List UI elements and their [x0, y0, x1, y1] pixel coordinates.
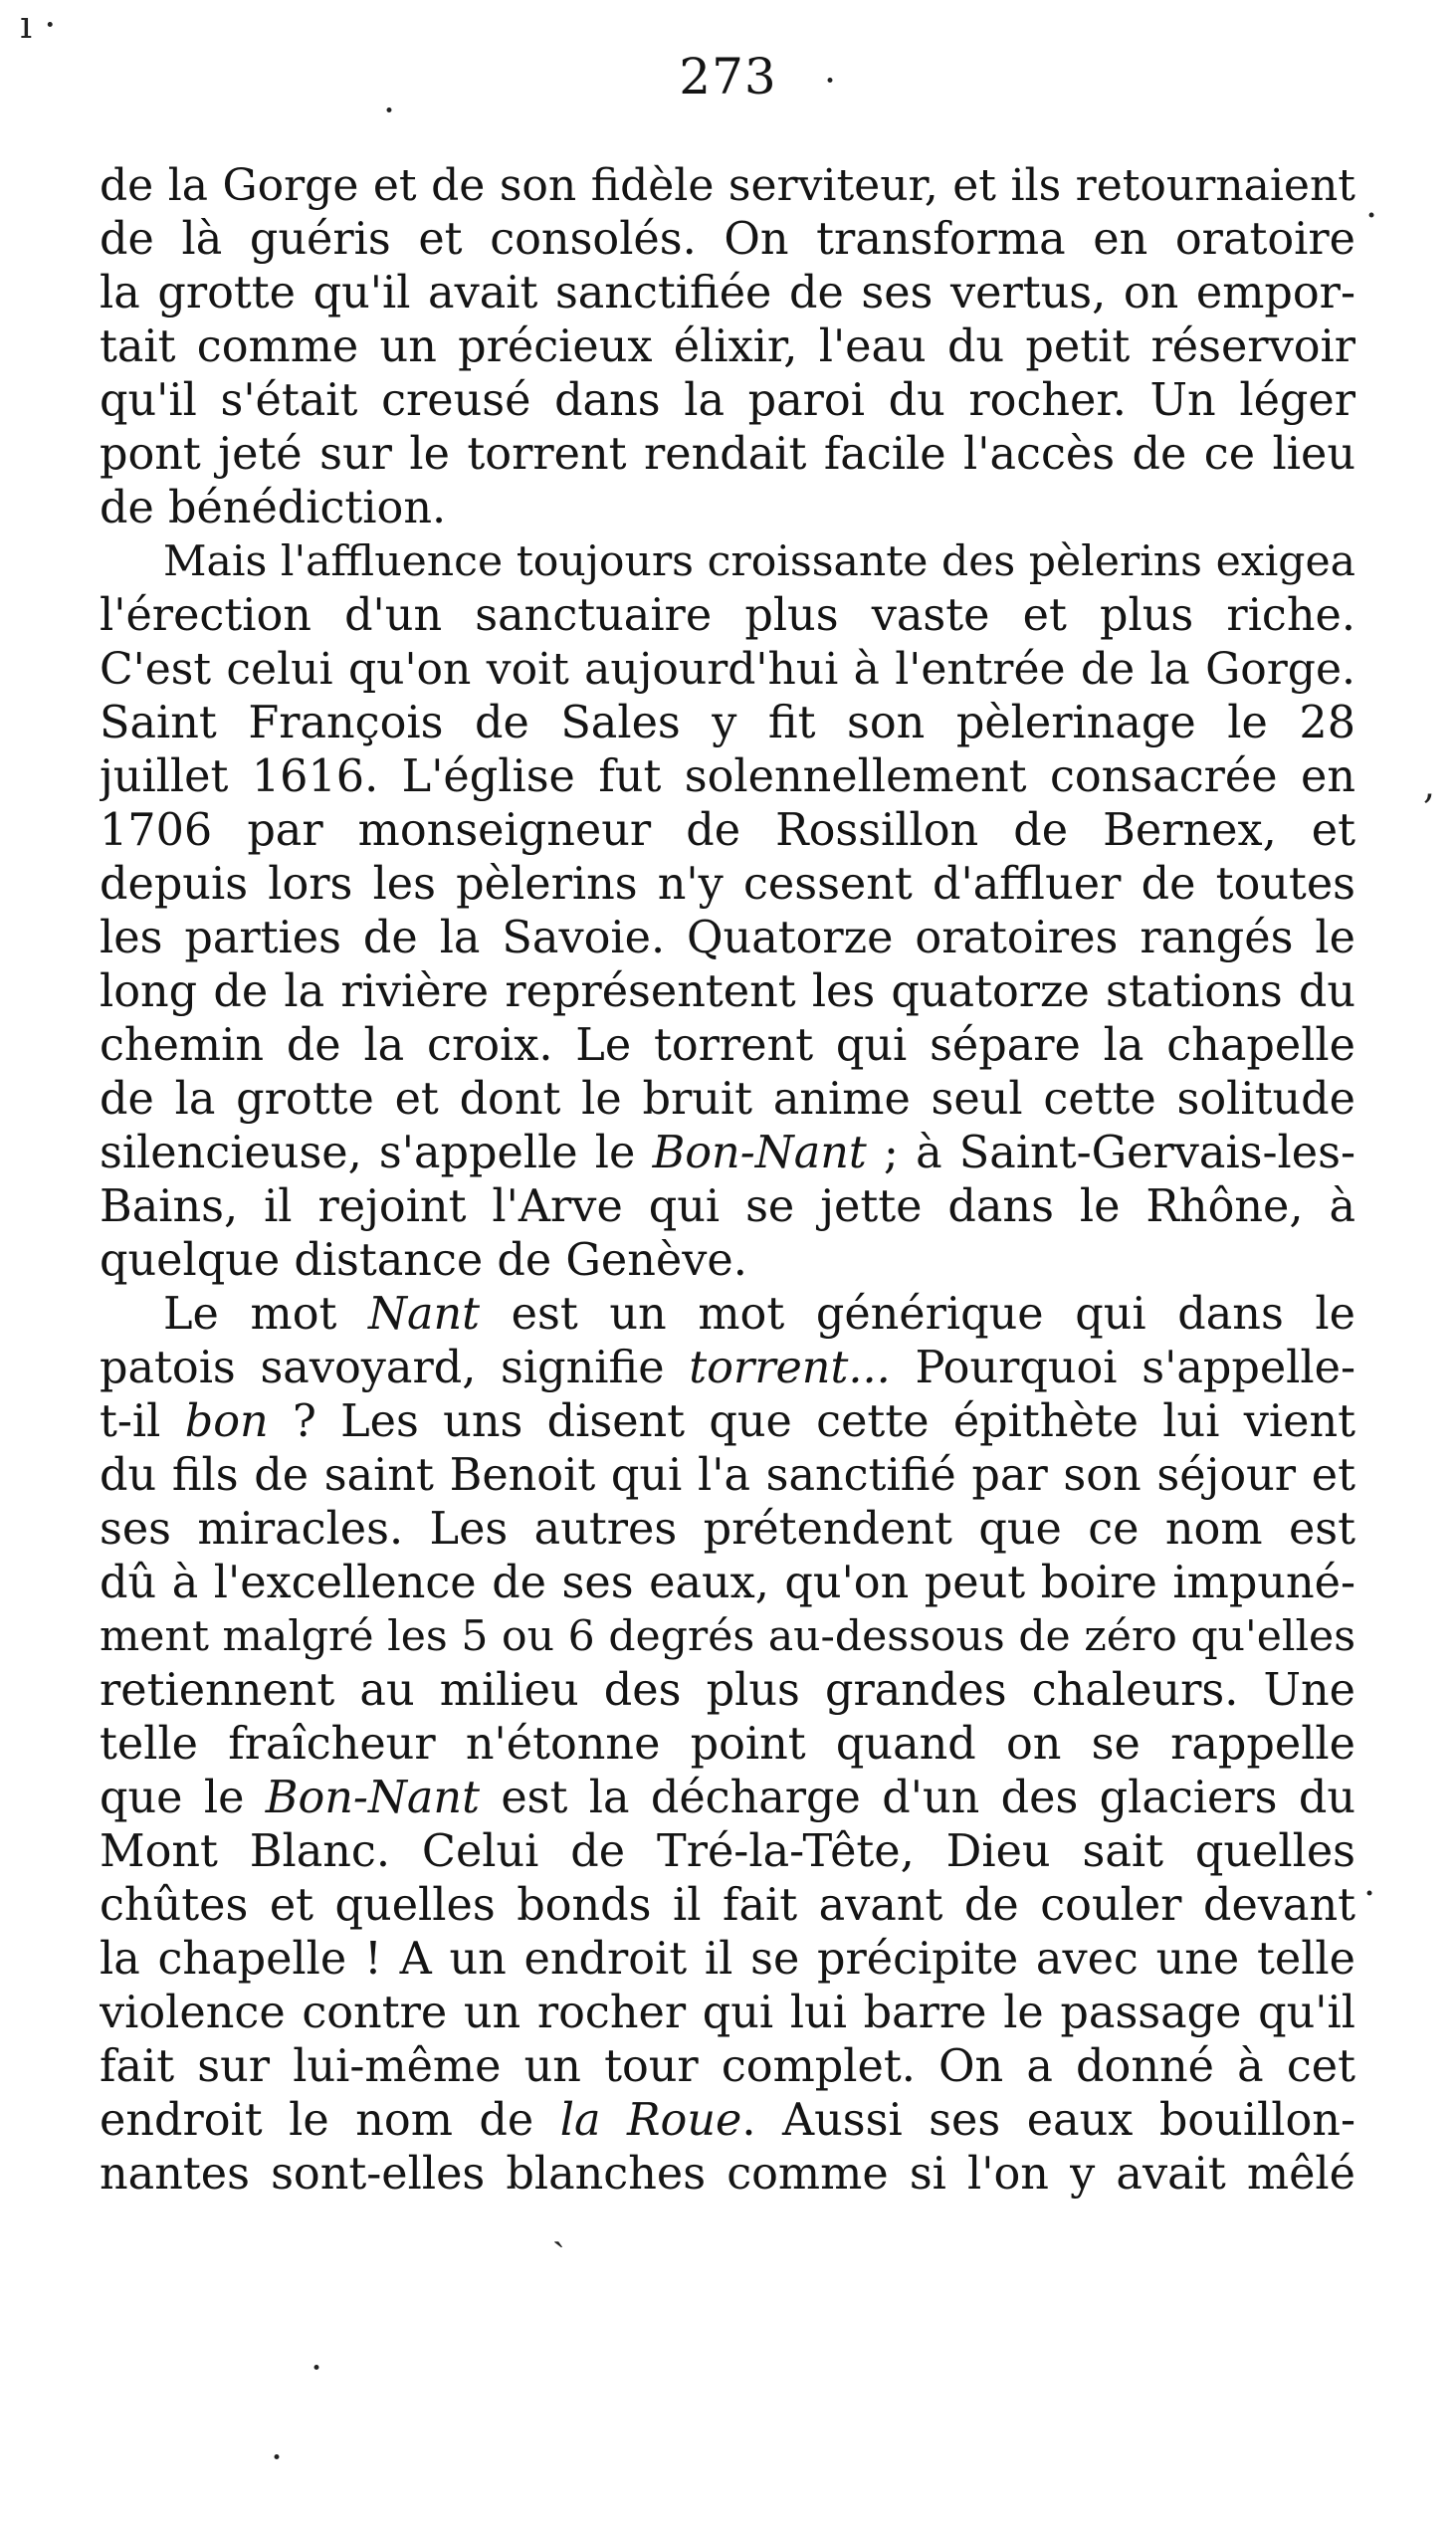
text-line: les parties de la Savoie. Quatorze oratoires rangés le — [100, 913, 1355, 963]
text-line: 1706 par monseigneur de Rossillon de Bernex, et — [100, 805, 1355, 856]
text-line: t-il bon ? Les uns disent que cette épithète lui vient — [100, 1396, 1355, 1447]
text-line: de là guéris et consolés. On transforma en oratoire — [100, 214, 1355, 265]
scan-speck: ˎ — [552, 2205, 565, 2248]
scan-speck: ı · — [20, 3, 57, 47]
text-line: pont jeté sur le torrent rendait facile l'accès de ce lieu — [100, 429, 1355, 480]
text-line: Le mot Nant est un mot générique qui dans le — [163, 1289, 1355, 1340]
text-line: l'érection d'un sanctuaire plus vaste et plus riche. — [100, 590, 1355, 641]
text-line: silencieuse, s'appelle le Bon-Nant ; à Saint-Gervais-les- — [100, 1128, 1355, 1178]
text-line: de la Gorge et de son fidèle serviteur, et ils retournaient — [100, 160, 1355, 211]
text-line: patois savoyard, signifie torrent... Pourquoi s'appelle- — [100, 1343, 1355, 1393]
scan-speck: , — [1423, 763, 1436, 807]
text-line: juillet 1616. L'église fut solennellement consacrée en — [100, 751, 1355, 802]
text-line: quelque distance de Genève. — [100, 1235, 747, 1286]
text-line: depuis lors les pèlerins n'y cessent d'affluer de toutes — [100, 859, 1355, 910]
text-line: de la grotte et dont le bruit anime seul cette solitude — [100, 1074, 1355, 1125]
text-line: de bénédiction. — [100, 483, 447, 533]
text-line: C'est celui qu'on voit aujourd'hui à l'entrée de la Gorge. — [100, 644, 1355, 695]
page-number: 273 — [679, 48, 777, 105]
text-line: Mont Blanc. Celui de Tré-la-Tête, Dieu sait quelles — [100, 1826, 1355, 1877]
paragraph — [100, 535, 1355, 1288]
scan-speck: . — [1365, 182, 1378, 226]
scan-speck: . — [1363, 1860, 1376, 1904]
text-line: ment malgré les 5 ou 6 degrés au-dessous de zéro qu'elles — [100, 1612, 1355, 1661]
scan-speck: · — [271, 2435, 284, 2479]
text-line: chûtes et quelles bonds il fait avant de couler devant — [100, 1880, 1355, 1931]
text-line: qu'il s'était creusé dans la paroi du rocher. Un léger — [100, 375, 1355, 426]
text-line: nantes sont-elles blanches comme si l'on y avait mêlé — [100, 2149, 1355, 2200]
text-line: Bains, il rejoint l'Arve qui se jette dans le Rhône, à — [100, 1181, 1355, 1232]
text-line: long de la rivière représentent les quatorze stations du — [100, 966, 1355, 1017]
text-line: chemin de la croix. Le torrent qui sépare la chapelle — [100, 1020, 1355, 1071]
body-text — [100, 159, 1355, 2202]
text-line: telle fraîcheur n'étonne point quand on se rappelle — [100, 1719, 1355, 1770]
text-line: fait sur lui-même un tour complet. On a donné à cet — [100, 2041, 1355, 2092]
text-line: tait comme un précieux élixir, l'eau du petit réservoir — [100, 321, 1355, 372]
paragraph — [100, 159, 1355, 535]
text-line: ses miracles. Les autres prétendent que ce nom est — [100, 1504, 1355, 1555]
text-line: Mais l'affluence toujours croissante des pèlerins exigea — [163, 537, 1355, 586]
scan-speck: · — [383, 89, 396, 132]
text-line: retiennent au milieu des plus grandes chaleurs. Une — [100, 1665, 1355, 1716]
text-line: Saint François de Sales y fit son pèlerinage le 28 — [100, 698, 1355, 748]
text-line: que le Bon-Nant est la décharge d'un des glaciers du — [100, 1773, 1355, 1823]
text-line: dû à l'excellence de ses eaux, qu'on peut boire impuné- — [100, 1558, 1355, 1608]
paragraph — [100, 1288, 1355, 2202]
text-line: la grotte qu'il avait sanctifiée de ses vertus, on empor- — [100, 268, 1355, 318]
text-line: endroit le nom de la Roue. Aussi ses eaux bouillon- — [100, 2095, 1355, 2146]
text-line: violence contre un rocher qui lui barre le passage qu'il — [100, 1988, 1355, 2038]
scan-speck: · — [311, 2346, 323, 2390]
text-line: du fils de saint Benoit qui l'a sanctifié par son séjour et — [100, 1450, 1355, 1501]
scan-speck: · — [824, 59, 837, 103]
text-line: la chapelle ! A un endroit il se précipite avec une telle — [100, 1934, 1355, 1985]
